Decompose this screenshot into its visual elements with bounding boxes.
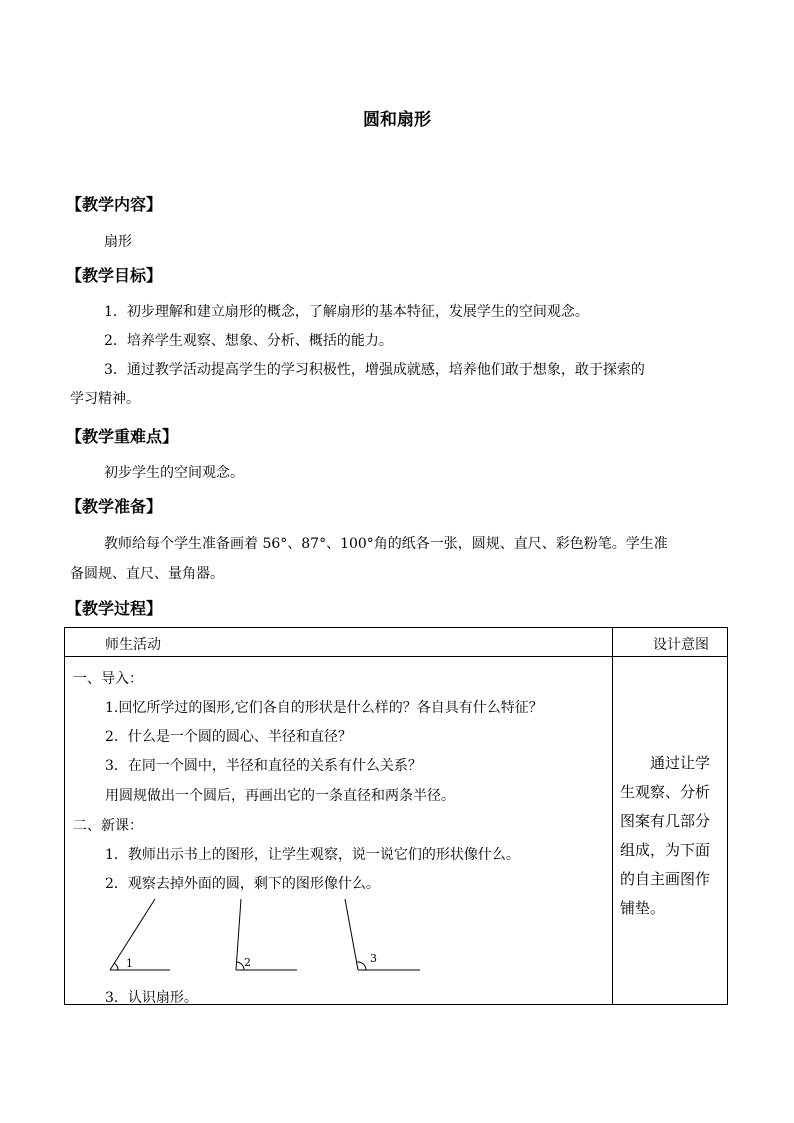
- heading-content: 【教学内容】: [66, 195, 163, 214]
- row-intro: 一、导入：: [73, 671, 143, 687]
- heading-prep: 【教学准备】: [66, 497, 163, 516]
- heading-process: 【教学过程】: [66, 599, 163, 618]
- angle-label-2: 2: [244, 956, 251, 969]
- row-intro-4: 用圆规做出一个圆后，再画出它的一条直径和两条半径。: [105, 788, 455, 804]
- prep-line-1: 教师给每个学生准备画着 56°、87°、100°角的纸各一张，圆规、直尺、彩色粉笔。学生准: [104, 536, 668, 552]
- content-text: 扇形: [104, 234, 132, 250]
- prep-line-2: 备圆规、直尺、量角器。: [70, 566, 224, 582]
- design-intent-text: 通过让学生观察、分析图案有几部分组成，为下面的自主画图作铺垫。: [620, 754, 711, 917]
- page-title: 圆和扇形: [363, 110, 431, 130]
- angle-figure-3: [345, 899, 420, 970]
- angle-figure-1: [110, 899, 170, 970]
- angle-label-3: 3: [370, 952, 377, 965]
- row-intro-1: 1.回忆所学过的图形,它们各自的形状是什么样的？各自具有什么特征？: [105, 700, 543, 716]
- header-divider: [65, 656, 727, 657]
- goal-item-2: 2．培养学生观察、想象、分析、概括的能力。: [104, 333, 393, 349]
- col-header-activity: 师生活动: [105, 637, 161, 653]
- angle-figure-2: [236, 899, 297, 970]
- row-new-3: 3．认识扇形。: [105, 990, 198, 1006]
- row-intro-3: 3．在同一个圆中，半径和直径的关系有什么关系？: [105, 758, 422, 774]
- angle-figures: [105, 894, 435, 976]
- row-new: 二、新课：: [73, 818, 143, 834]
- goal-item-1: 1．初步理解和建立扇形的概念，了解扇形的基本特征，发展学生的空间观念。: [104, 304, 589, 320]
- goal-item-3: 3．通过教学活动提高学生的学习积极性，增强成就感，培养他们敢于想象，敢于探索的: [104, 362, 645, 378]
- col-header-intent: 设计意图: [653, 637, 709, 653]
- process-table: [64, 627, 728, 1005]
- row-intro-2: 2．什么是一个圆的圆心、半径和直径？: [105, 729, 352, 745]
- row-new-2: 2．观察去掉外面的圆，剩下的图形像什么。: [105, 876, 380, 892]
- heading-goals: 【教学目标】: [66, 266, 163, 285]
- difficulty-text: 初步学生的空间观念。: [104, 465, 244, 481]
- angle-label-1: 1: [126, 957, 133, 970]
- heading-difficulty: 【教学重难点】: [66, 427, 179, 446]
- goal-item-3-cont: 学习精神。: [70, 391, 140, 407]
- column-divider: [612, 628, 613, 1004]
- design-intent-note: [620, 749, 724, 923]
- row-new-1: 1．教师出示书上的图形，让学生观察，说一说它们的形状像什么。: [105, 847, 520, 863]
